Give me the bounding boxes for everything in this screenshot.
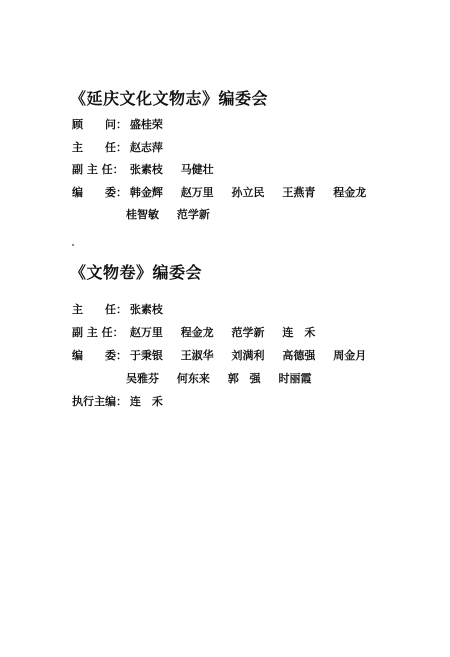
member-name: 郭 强 [227,372,261,385]
vice-chair-name: 张素枝 [129,163,163,176]
committee2-members-row [72,347,380,365]
committee2-title: 《文物卷》编委会 [70,263,203,282]
chair-name: 张素枝 [129,303,163,316]
chair-name: 赵志萍 [129,141,163,154]
vice-chair-name: 程金龙 [180,326,214,339]
member-name: 桂智敏 [126,208,159,221]
committee2-members-continued-row [126,370,326,388]
member-name: 王淑华 [180,349,214,362]
exec-editor-name: 连 禾 [129,395,163,408]
exec-editor-label: 执行主编： [72,395,127,408]
vice-chair-name: 连 禾 [282,326,316,339]
committee1-title: 《延庆文化文物志》编委会 [70,89,269,108]
member-name: 孙立民 [231,186,265,199]
committee1-chair-row [72,139,177,157]
member-name: 周金月 [333,349,367,362]
members-label: 编 委： [72,186,127,199]
member-name: 吴雅芬 [126,372,159,385]
member-name: 程金龙 [333,186,367,199]
vice-chair-name: 赵万里 [129,326,163,339]
committee1-members-row [72,184,380,202]
member-name: 时丽霞 [278,372,312,385]
vice-chair-name: 范学新 [231,326,265,339]
committee2-vice-chair-row [72,324,329,342]
committee1-advisor-row [72,116,177,134]
vice-chair-label: 副 主 任： [72,326,124,339]
member-name: 赵万里 [180,186,214,199]
committee1-vice-chair-row [72,161,228,179]
advisor-name: 盛桂荣 [129,118,163,131]
member-name: 何东来 [176,372,210,385]
member-name: 韩金辉 [129,186,163,199]
members-label: 编 委： [72,349,127,362]
member-name: 高德强 [282,349,316,362]
chair-label: 主 任： [72,141,127,154]
advisor-label: 顾 问： [72,118,127,131]
committee1-members-continued-row [126,206,224,224]
print-speck [72,244,74,246]
committee2-exec-editor-row [72,393,177,411]
member-name: 王燕青 [282,186,316,199]
vice-chair-name: 马健壮 [180,163,214,176]
member-name: 刘满利 [231,349,265,362]
vice-chair-label: 副 主 任： [72,163,124,176]
member-name: 范学新 [176,208,210,221]
chair-label: 主 任： [72,303,127,316]
member-name: 于秉银 [129,349,163,362]
committee2-chair-row [72,301,177,319]
